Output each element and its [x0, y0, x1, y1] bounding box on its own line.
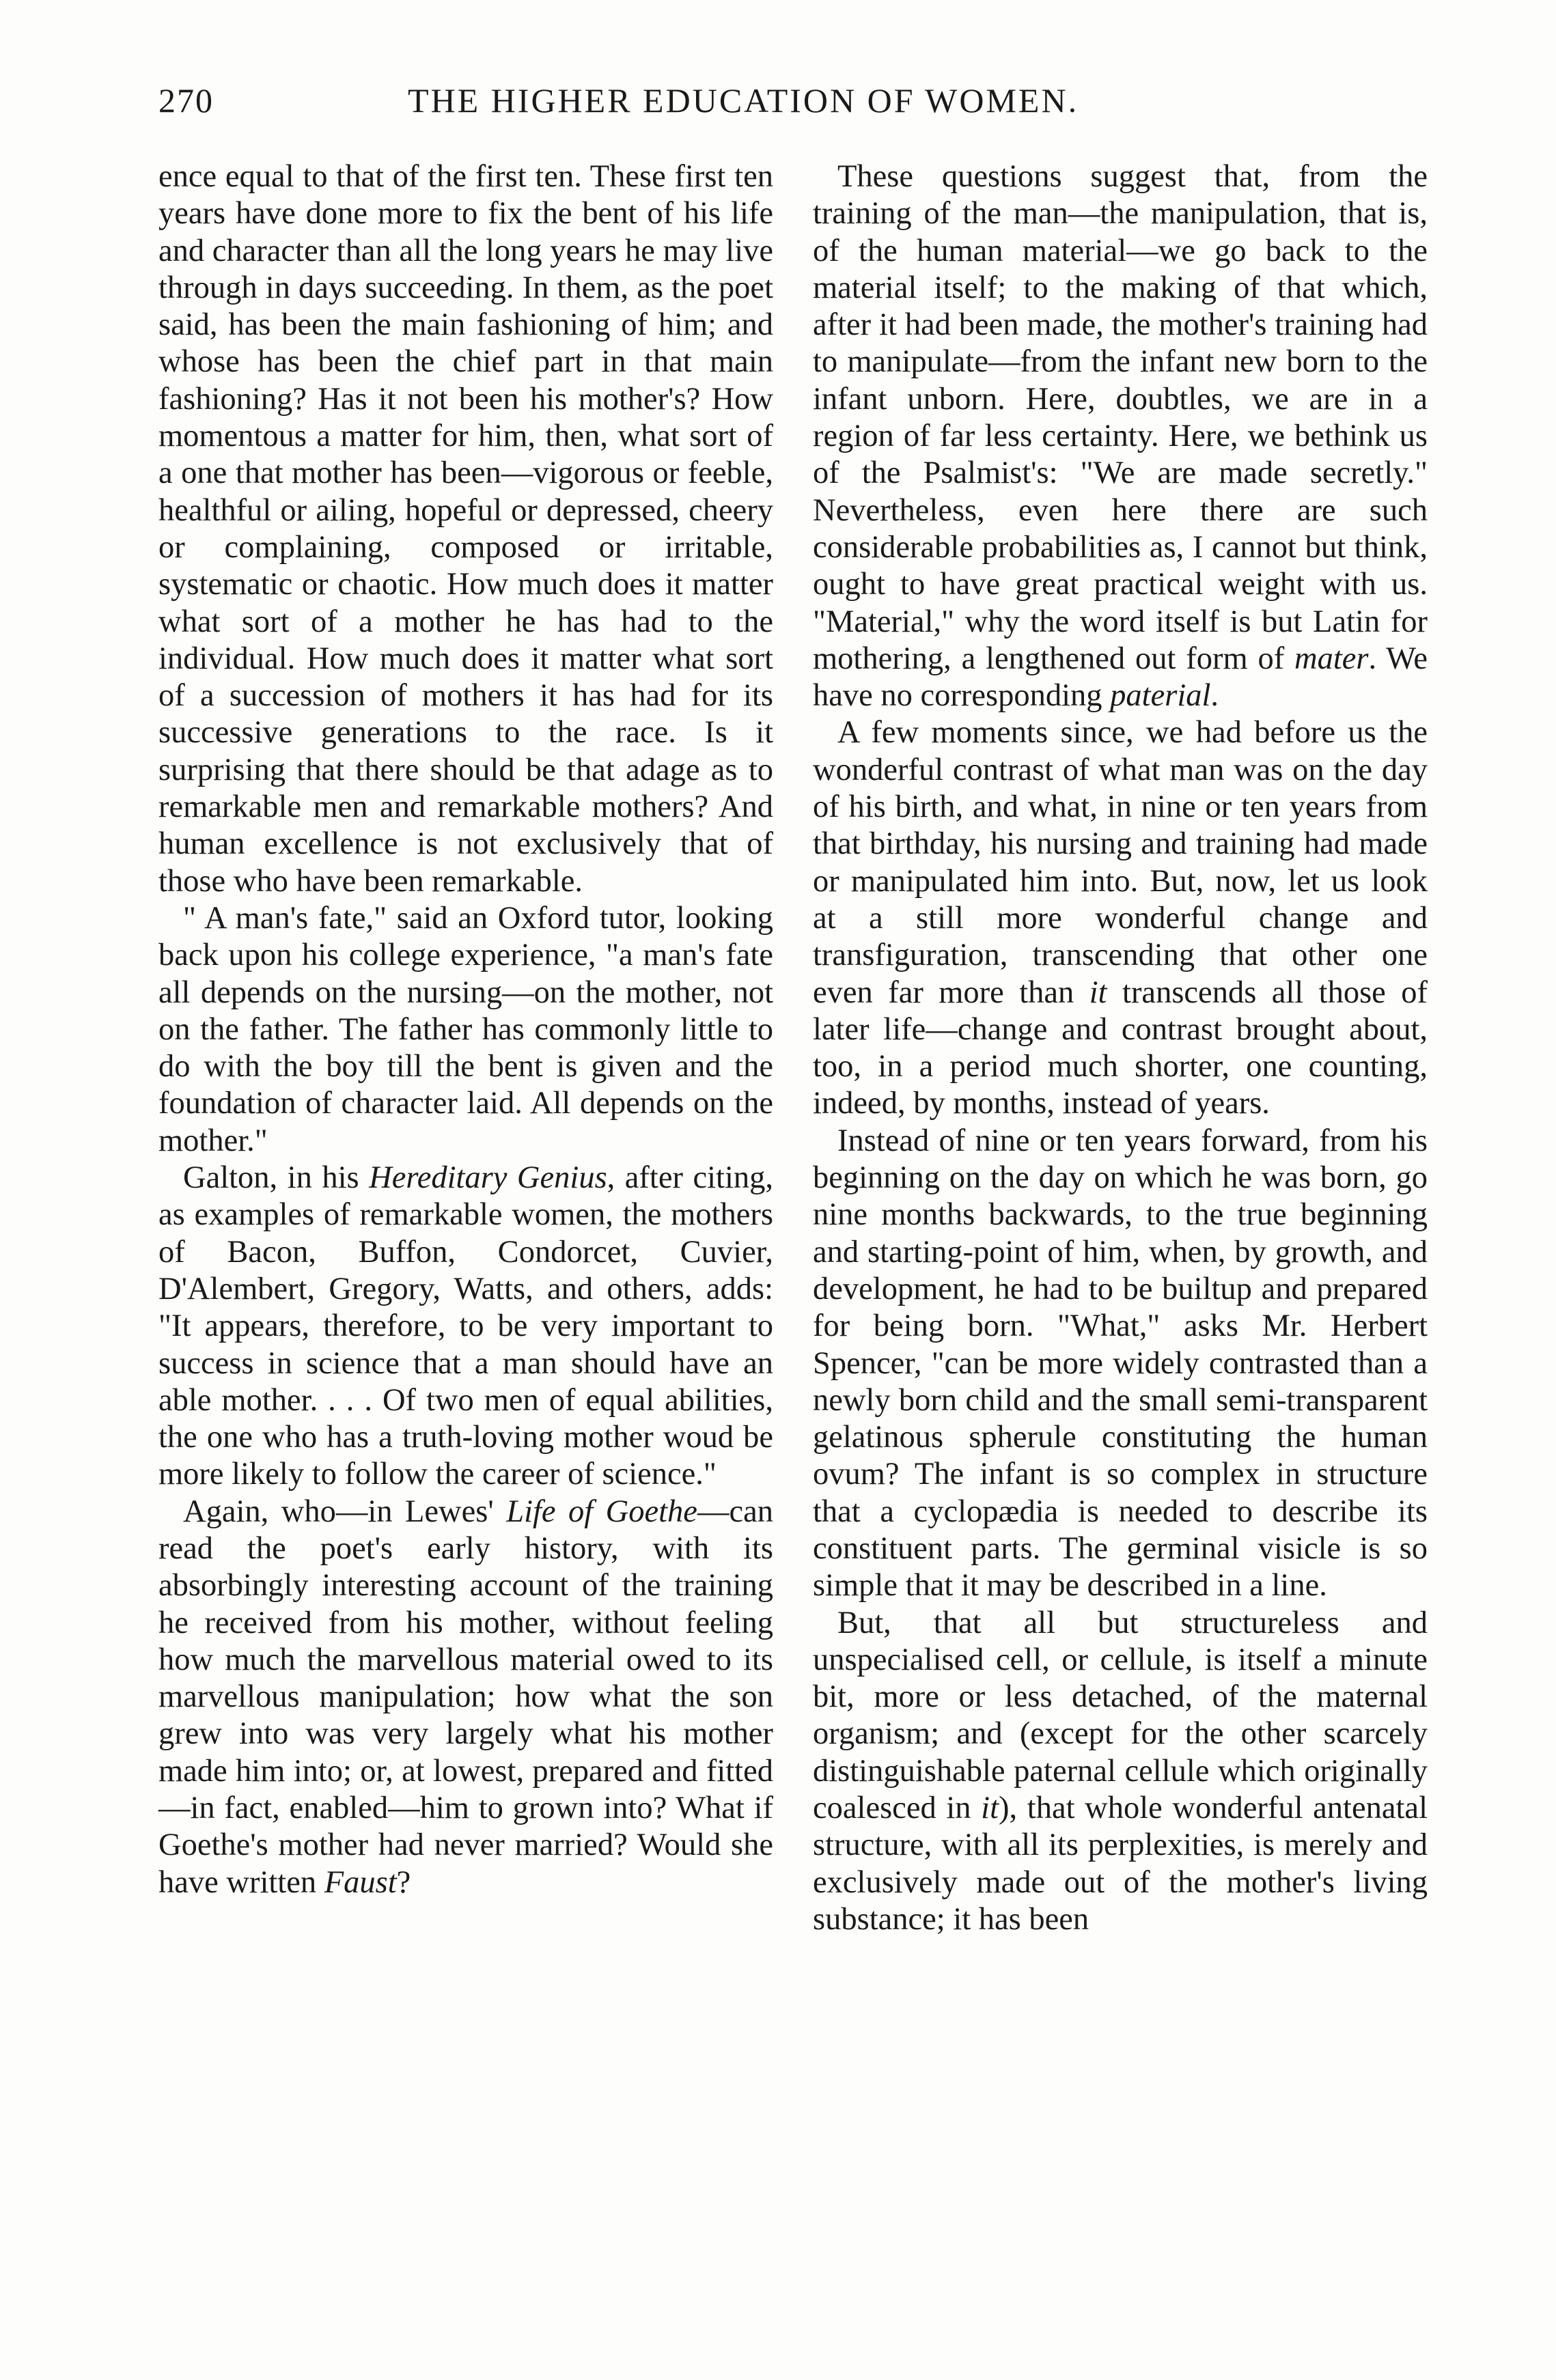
right-paragraph-3: Instead of nine or ten years forward, from his beginning on the day on which he was born, go nine months backwards, to the true beginning and starting-point of him, when, by growth, and development, he had to be builtup and prepared for being born. "What," asks Mr. Herbert Spencer, "can be more widely contrasted than a newly born child and the small semi-transparent gelatinous spherule constituting the human ovum? The infant is so complex in structure that a cyclopædia is needed to describe its constituent parts. The germinal visicle is so simple that it may be described in a line.: [813, 1123, 1428, 1604]
right-paragraph-4: [813, 1605, 1428, 1939]
book-title-hereditary-genius: Hereditary Genius: [369, 1160, 607, 1196]
text-run: ), that whole wonderful antenatal structure, with all its perplexities, is merely and exclusively made out of the mother's living substance; it has been: [813, 1791, 1428, 1937]
page-header: [158, 81, 1436, 135]
left-paragraph-4: [158, 1494, 773, 1901]
page-number: 270: [158, 81, 214, 120]
word-paterial: paterial: [1110, 678, 1211, 714]
text-run: These questions suggest that, from the training of the man—the manipulation, that is, of the human material—we go back to the material itself; to the making of that which, after it had been made, the mother's training had to manipulate—from the infant new born to the infant unborn. Here, doubtles, we are in a region of far less certainty. Here, we bethink us of the Psalmist's: "We are made secretly." Nevertheless, even here there are such considerable probabilities as, I cannot but think, ought to have great practical weight with us. "Material," why the word itself is but Latin for mothering, a lengthened out form of: [813, 159, 1428, 676]
running-title: THE HIGHER EDUCATION OF WOMEN.: [408, 81, 1079, 120]
left-paragraph-1: ence equal to that of the first ten. These first ten years have done more to fix the bent of his life and character than all the long years he may live through in days succeeding. In them, as the poet said, has been the main fashioning of him; and whose has been the chief part in that main fashioning? Has it not been his mother's? How momentous a matter for him, then, what sort of a one that mother has been—vigorous or feeble, healthful or ailing, hopeful or depressed, cheery or complaining, composed or irritable, systematic or chaotic. How much does it matter what sort of a mother he has had to the individual. How much does it matter what sort of a succession of mothers it has had for its successive generations to the race. Is it surprising that there should be that adage as to remarkable men and remarkable mothers? And human excellence is not exclusively that of those who have been remarkable.: [158, 159, 773, 899]
book-title-faust: Faust: [324, 1864, 397, 1900]
text-run: Galton, in his: [183, 1160, 370, 1196]
right-paragraph-1: [813, 158, 1428, 714]
text-run: , after citing, as examples of remarkable women, the mothers of Bacon, Buffon, Condorcet, Cuvier, D'Alembert, Gregory, Watts, and others, adds: "It appears, therefore, to be very important to success in science that a man should have an able mother. . . . Of two men of equal abilities, the one who has a truth-loving mother woud be more likely to follow the career of science.": [158, 1160, 773, 1492]
left-paragraph-2: " A man's fate," said an Oxford tutor, looking back upon his college experience, "a man's fate all depends on the nursing—on the mother, not on the father. The father has commonly little to do with the boy till the bent is given and the foundation of character laid. All depends on the mother.": [158, 900, 773, 1158]
word-it: it: [981, 1791, 999, 1826]
left-column: [158, 158, 773, 1901]
text-run: Again, who—in Lewes': [183, 1494, 507, 1529]
book-title-life-of-goethe: Life of Goethe: [506, 1494, 697, 1529]
text-run: —can read the poet's early history, with its absorbingly interesting account of the training he received from his mother, without feeling how much the marvellous material owed to its marvellous manipulation; how what the son grew into was very largely what his mother made him into; or, at lowest, prepared and fitted—in fact, enabled—him to grown into? What if Goethe's mother had never married? Would she have written: [158, 1494, 773, 1900]
right-paragraph-2: [813, 714, 1428, 1122]
text-run: ?: [396, 1864, 411, 1900]
text-run: .: [1210, 678, 1219, 714]
text-run: transcends all those of later life—change and contrast brought about, too, in a period much shorter, one counting, indeed, by months, instead of years.: [813, 975, 1428, 1121]
right-column: [813, 158, 1428, 1938]
word-mater: mater: [1294, 641, 1369, 676]
left-paragraph-3: [158, 1160, 773, 1494]
text-run: . We have no corresponding: [813, 641, 1428, 714]
text-run: But, that all but structureless and unspecialised cell, or cellule, is itself a minute bit, more or less detached, of the maternal organism; and (except for the other scarcely distinguishable paternal cellule which originally coalesced in: [813, 1605, 1428, 1826]
text-run: A few moments since, we had before us the wonderful contrast of what man was on the day of his birth, and what, in nine or ten years from that birthday, his nursing and training had made or manipulated him into. But, now, let us look at a still more wonderful change and transfiguration, transcending that other one even far more than: [813, 715, 1428, 1010]
word-it: it: [1089, 975, 1107, 1010]
